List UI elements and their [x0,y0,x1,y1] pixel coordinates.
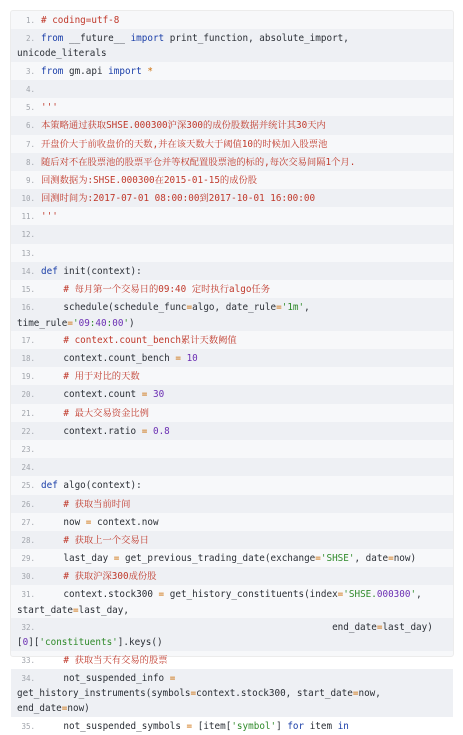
code-line [11,153,453,171]
code-text-segment: # 用于对比的天数 [41,371,140,383]
line-number: 32. [21,623,35,633]
code-text [17,31,453,62]
code-text-segment: # 获取上一个交易日 [41,534,149,546]
code-line [11,98,453,116]
code-text [41,424,453,439]
code-line [11,549,453,567]
code-text-segment: ''' [41,211,58,223]
line-number: 5. [25,103,35,113]
code-text-segment: last_day = get_previous_trading_date(exchange='SHSE', date=now) [41,553,417,565]
code-line [11,189,453,207]
code-text [41,515,453,530]
code-line [11,440,453,458]
code-line [11,585,453,618]
code-text [41,64,453,79]
code-text [41,191,453,206]
code-text-segment: # coding=utf-8 [41,15,120,26]
code-line [11,476,453,494]
code-text-segment: schedule(schedule_func=algo, date_rule='1m', [41,302,310,314]
code-line [11,262,453,280]
line-number: 25. [21,481,35,491]
code-text-continuation: start_date=last_day, [17,604,129,616]
code-text-segment: 回测数据为:SHSE.000300在2015-01-15的成份股 [41,174,258,186]
code-text-continuation: unicode_literals [17,48,107,60]
line-number: 1. [25,16,35,25]
code-text-segment: 开盘价大于前收盘价的天数,并在该天数大于阈值10的时候加入股票池 [41,138,328,150]
code-text-segment: # 每月第一个交易日的09:40 定时执行algo任务 [41,284,271,296]
line-number: 11. [21,212,35,222]
line-number: 13. [21,248,35,258]
code-text-continuation: end_date=now) [17,703,90,715]
code-line [11,29,453,62]
code-line [11,422,453,440]
code-text-segment: now = context.now [41,516,159,528]
code-text [41,13,453,28]
code-text [41,533,453,548]
code-text [41,209,453,224]
line-number: 15. [21,285,35,295]
line-number: 24. [21,463,35,473]
code-text [41,653,453,668]
code-text-segment: context.ratio = 0.8 [41,425,170,437]
line-number: 19. [21,372,35,382]
code-line [11,367,453,385]
line-number: 30. [21,572,35,582]
code-text [41,406,453,421]
line-number: 4. [25,84,35,94]
code-text-segment: context.count = 30 [41,389,165,401]
code-line [11,225,453,243]
line-number: 9. [25,175,35,185]
line-number: 22. [21,426,35,436]
code-text-segment: # 获取当前时间 [41,498,131,510]
code-line [11,513,453,531]
code-text [41,569,453,584]
code-text-segment: 随后对不在股票池的股票平仓并等权配置股票池的标的,每次交易间隔1个月. [41,156,356,168]
code-text [41,282,453,297]
code-text-segment: context.stock300 = get_history_constituents(index='SHSE.000300', [41,589,422,601]
code-line [11,207,453,225]
line-number: 28. [21,535,35,545]
line-number: 27. [21,517,35,527]
line-number: 6. [25,121,35,131]
code-text-segment: end_date=last_day) [41,622,433,634]
line-number: 29. [21,554,35,564]
code-text-segment: def init(context): [41,265,142,277]
code-text [41,551,453,566]
code-line [11,495,453,513]
code-text [41,333,453,348]
code-text [41,497,453,512]
line-number: 2. [25,34,35,44]
code-text-segment: # 获取沪深300成份股 [41,571,157,583]
code-line [11,717,453,735]
line-number: 14. [21,266,35,276]
code-text-segment: context.count_bench = 10 [41,353,198,364]
line-number: 34. [21,673,35,683]
code-text-segment: # 获取当天有交易的股票 [41,654,168,666]
code-line [11,531,453,549]
line-number: 8. [25,157,35,167]
line-number: 21. [21,408,35,418]
code-line [11,11,453,29]
code-text-continuation: time_rule='09:40:00') [17,317,135,329]
line-number: 18. [21,354,35,363]
line-number: 3. [25,66,35,76]
code-text [41,173,453,188]
line-number: 23. [21,444,35,454]
code-line [11,62,453,80]
code-line [11,298,453,331]
line-number: 7. [25,139,35,149]
code-text [41,351,453,366]
code-text [41,264,453,279]
code-text [41,478,453,493]
line-number: 10. [21,194,35,204]
code-block [10,10,454,732]
code-text-segment: not_suspended_info = [41,672,176,684]
code-text [41,118,453,133]
code-line [11,651,453,669]
code-line [11,404,453,422]
code-text-segment: # 最大交易资金比例 [41,407,149,419]
code-line [11,669,453,717]
line-number: 33. [21,655,35,665]
code-text-segment: ''' [41,102,58,114]
code-line [11,280,453,298]
code-line [11,349,453,367]
code-line [11,116,453,134]
code-text [41,155,453,170]
code-line [11,567,453,585]
code-text [41,719,453,734]
code-line [11,458,453,476]
code-line [11,135,453,153]
code-text-continuation: get_history_instruments(symbols=context.stock300, start_date=now, [17,688,381,700]
line-number: 35. [21,721,35,731]
code-line [11,331,453,349]
code-line [11,171,453,189]
code-text-continuation: [0]['constituents'].keys() [17,637,163,649]
code-text-segment: 回测时间为:2017-07-01 08:00:00到2017-10-01 16:00:00 [41,193,316,205]
line-number: 12. [21,230,35,240]
code-line [11,244,453,262]
line-number: 17. [21,335,35,345]
line-number: 31. [21,590,35,600]
code-text-segment: # context.count_bench累计天数阙值 [41,334,237,346]
line-number: 16. [21,303,35,313]
code-text-segment: from gm.api import * [41,65,153,77]
code-text-segment: from __future__ import print_function, absolute_import, [41,33,349,45]
code-text-segment: def algo(context): [41,480,142,492]
code-text-segment: 本策略通过获取SHSE.000300沪深300的成份股数据并统计其30天内 [41,120,326,132]
code-text [41,137,453,152]
code-text [41,387,453,402]
code-line [11,80,453,98]
line-number: 20. [21,390,35,400]
code-text [41,369,453,384]
code-line [11,618,453,651]
code-line [11,385,453,403]
line-number: 26. [21,499,35,509]
code-text-segment: not_suspended_symbols = [item['symbol'] for item in [41,720,349,732]
code-text [41,100,453,115]
